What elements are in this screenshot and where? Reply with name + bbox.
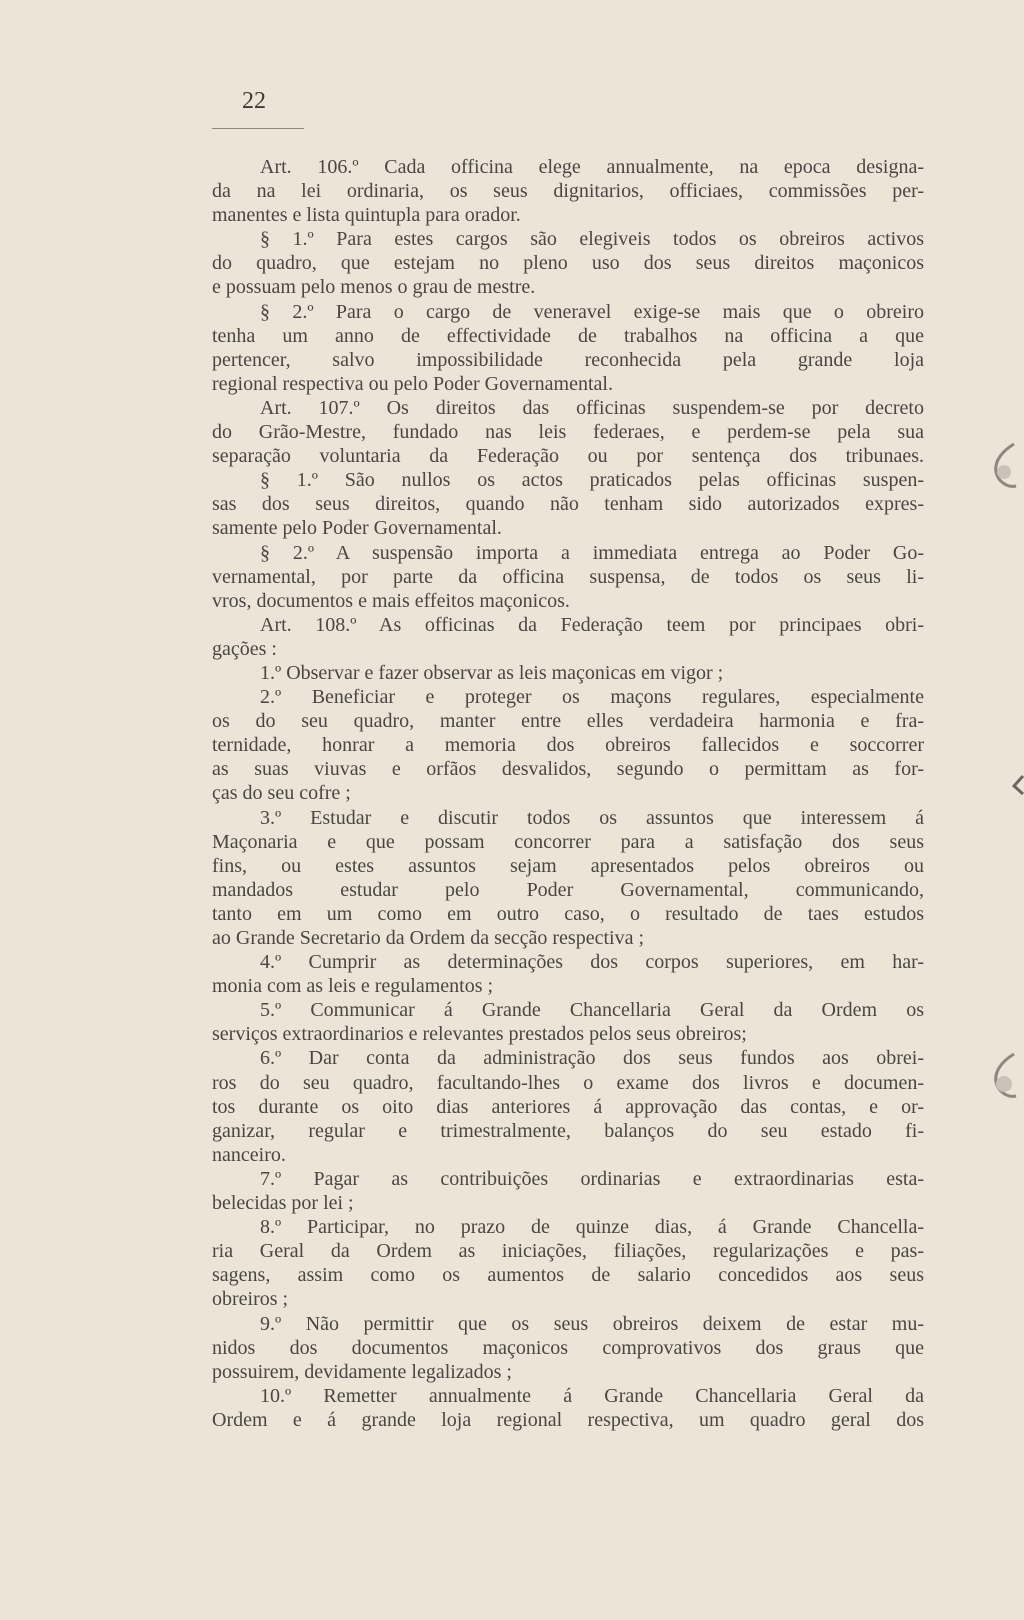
text-line: § 2.º A suspensão importa a immediata entrega ao Poder Go- — [260, 541, 924, 564]
margin-stain-icon — [1012, 774, 1024, 798]
text-line: 7.º Pagar as contribuições ordinarias e extraordinarias esta- — [260, 1167, 924, 1190]
text-line: Art. 106.º Cada officina elege annualmente, na epoca designa- — [260, 156, 924, 178]
header-rule — [212, 128, 304, 129]
text-line: 4.º Cumprir as determinações dos corpos superiores, em har- — [260, 951, 924, 974]
text-line: pertencer, salvo impossibilidade reconhecida pela grande loja — [212, 348, 924, 371]
text-line: § 1.º Para estes cargos são elegiveis todos os obreiros activos — [260, 228, 924, 251]
text-line: 10.º Remetter annualmente á Grande Chancellaria Geral da — [260, 1384, 924, 1407]
text-line: sas dos seus direitos, quando não tenham sido autorizados expres- — [212, 493, 924, 516]
text-line: gações : — [212, 637, 277, 660]
body-text — [212, 155, 924, 1432]
page-number: 22 — [242, 88, 266, 114]
text-line: sagens, assim como os aumentos de salario concedidos aos seus — [212, 1264, 924, 1287]
text-line: da na lei ordinaria, os seus dignitarios, officiaes, commissões per- — [212, 180, 924, 203]
text-line: nanceiro. — [212, 1143, 286, 1166]
text-line: tanto em um como em outro caso, o resultado de taes estudos — [212, 902, 924, 925]
text-line: 3.º Estudar e discutir todos os assuntos que interessem á — [260, 806, 924, 829]
text-line: ganizar, regular e trimestralmente, balanços do seu estado fi- — [212, 1119, 924, 1142]
text-line: 5.º Communicar á Grande Chancellaria Geral da Ordem os — [260, 999, 924, 1022]
text-line: os do seu quadro, manter entre elles verdadeira harmonia e fra- — [212, 710, 924, 733]
text-line: 1.º Observar e fazer observar as leis maçonicas em vigor ; — [260, 661, 724, 684]
text-line: Art. 107.º Os direitos das officinas suspendem-se por decreto — [260, 396, 924, 419]
text-line: mandados estudar pelo Poder Governamental, communicando, — [212, 878, 924, 901]
text-line: 8.º Participar, no prazo de quinze dias, á Grande Chancella- — [260, 1216, 924, 1239]
text-line: obreiros ; — [212, 1288, 289, 1311]
text-line: separação voluntaria da Federação ou por sentença dos tribunaes. — [212, 445, 924, 468]
text-line: e possuam pelo menos o grau de mestre. — [212, 276, 536, 299]
text-line: § 1.º São nullos os actos praticados pelas officinas suspen- — [260, 469, 924, 492]
text-line: 2.º Beneficiar e proteger os maçons regulares, especialmente — [260, 686, 924, 709]
margin-stain-icon — [986, 442, 1020, 492]
text-line: regional respectiva ou pelo Poder Governamental. — [212, 372, 613, 395]
text-line: samente pelo Poder Governamental. — [212, 517, 502, 540]
text-line: possuirem, devidamente legalizados ; — [212, 1360, 512, 1383]
text-line: fins, ou estes assuntos sejam apresentados pelos obreiros ou — [212, 854, 924, 877]
text-line: vros, documentos e mais effeitos maçonicos. — [212, 589, 570, 612]
text-line: belecidas por lei ; — [212, 1192, 354, 1215]
text-line: Ordem e á grande loja regional respectiva, um quadro geral dos — [212, 1408, 924, 1431]
text-line: ros do seu quadro, facultando-lhes o exame dos livros e documen- — [212, 1071, 924, 1094]
text-line: serviços extraordinarios e relevantes prestados pelos seus obreiros; — [212, 1023, 747, 1046]
text-line: nidos dos documentos maçonicos comprovativos dos graus que — [212, 1336, 924, 1359]
text-line: 9.º Não permittir que os seus obreiros deixem de estar mu- — [260, 1312, 924, 1335]
text-line: tos durante os oito dias anteriores á approvação das contas, e or- — [212, 1095, 924, 1118]
text-line: do Grão-Mestre, fundado nas leis federaes, e perdem-se pela sua — [212, 421, 924, 444]
text-line: Art. 108.º As officinas da Federação teem por principaes obri- — [260, 613, 924, 636]
text-line: ria Geral da Ordem as iniciações, filiações, regularizações e pas- — [212, 1240, 924, 1263]
text-line: ao Grande Secretario da Ordem da secção respectiva ; — [212, 927, 645, 949]
text-line: 6.º Dar conta da administração dos seus fundos aos obrei- — [260, 1047, 924, 1070]
text-line: do quadro, que estejam no pleno uso dos seus direitos maçonicos — [212, 252, 924, 275]
text-line: as suas viuvas e orfãos desvalidos, segundo o permittam as for- — [212, 758, 924, 781]
text-line: ternidade, honrar a memoria dos obreiros fallecidos e soccorrer — [212, 734, 924, 757]
text-line: § 2.º Para o cargo de veneravel exige-se mais que o obreiro — [260, 300, 924, 323]
text-line: manentes e lista quintupla para orador. — [212, 204, 521, 227]
text-line: ças do seu cofre ; — [212, 782, 351, 805]
text-line: tenha um anno de effectividade de trabalhos na officina a que — [212, 324, 924, 347]
margin-stain-icon — [986, 1052, 1020, 1102]
text-line: Maçonaria e que possam concorrer para a satisfação dos seus — [212, 830, 924, 853]
text-line: monia com as leis e regulamentos ; — [212, 975, 494, 998]
text-line: vernamental, por parte da officina suspensa, de todos os seus li- — [212, 565, 924, 588]
